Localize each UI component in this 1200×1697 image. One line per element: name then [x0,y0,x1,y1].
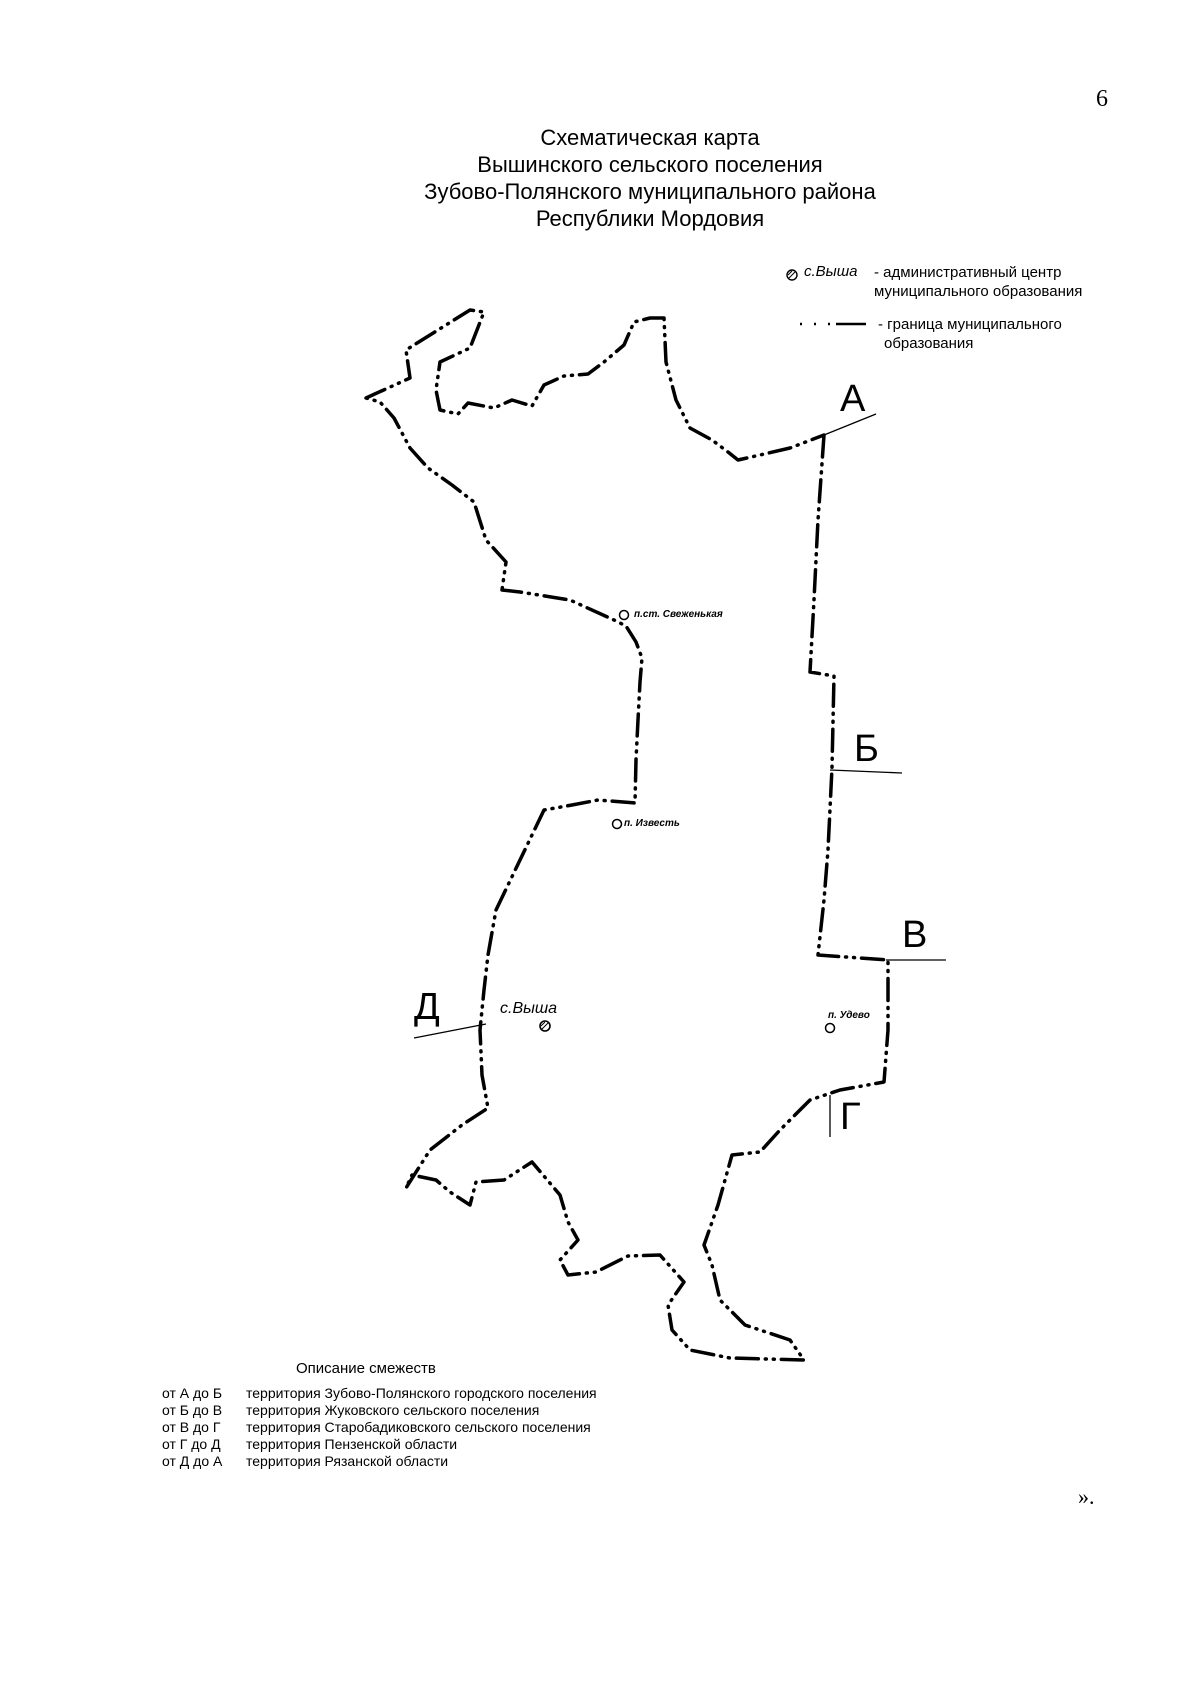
adjacency-desc: территория Старобадиковского сельского поселения [246,1419,591,1435]
adjacency-title: Описание смежеств [296,1360,436,1377]
adjacency-from: от А до Б [162,1385,223,1401]
title-line-4: Республики Мордовия [535,206,765,231]
point-label-g: Г [840,1096,861,1138]
adjacency-desc: территория Рязанской области [246,1453,449,1469]
adjacency-row [162,1453,448,1469]
point-label-d: Д [414,986,440,1028]
page-number: 6 [1096,86,1108,112]
place-label-udevo: п. Удево [828,1010,870,1021]
place-label-svezhenkaya: п.ст. Свеженькая [634,609,723,620]
open-circle-icon [620,611,629,620]
legend-center-desc-2: муниципального образования [874,283,1083,300]
adjacency-from: от В до Г [162,1419,221,1435]
adjacency-desc: территория Зубово-Полянского городского поселения [246,1385,597,1401]
place-label-izvest: п. Известь [624,818,680,829]
adjacency-from: от Г до Д [162,1436,221,1452]
hatched-circle-icon [540,1021,550,1031]
adjacency-from: от Д до А [162,1453,223,1469]
adjacency-desc: территория Жуковского сельского поселения [246,1402,540,1418]
open-circle-icon [826,1024,835,1033]
municipal-boundary [366,310,888,1360]
legend-boundary-desc-2: образования [884,335,974,352]
legend-boundary-desc-1: - граница муниципального [878,316,1062,333]
title-line-1: Схематическая карта [540,125,760,150]
point-label-v: В [902,914,928,956]
adjacency-from: от Б до В [162,1402,223,1418]
adjacency-desc: территория Пензенской области [246,1436,458,1452]
point-label-a: А [840,378,866,420]
legend-center-sample: с.Выша [804,263,858,280]
point-label-b: Б [854,728,879,770]
place-label-vysha: с.Выша [500,1000,558,1017]
open-circle-icon [613,820,622,829]
adjacency-row [162,1385,597,1401]
adjacency-row [162,1419,591,1435]
legend-center-desc-1: - административный центр [874,264,1062,281]
hatched-circle-icon [787,270,797,280]
title-line-2: Вышинского сельского поселения [477,152,823,177]
adjacency-row [162,1402,539,1418]
title-line-3: Зубово-Полянского муниципального района [424,179,876,204]
closing-quote-mark: ». [1078,1484,1095,1509]
adjacency-row [162,1436,457,1452]
